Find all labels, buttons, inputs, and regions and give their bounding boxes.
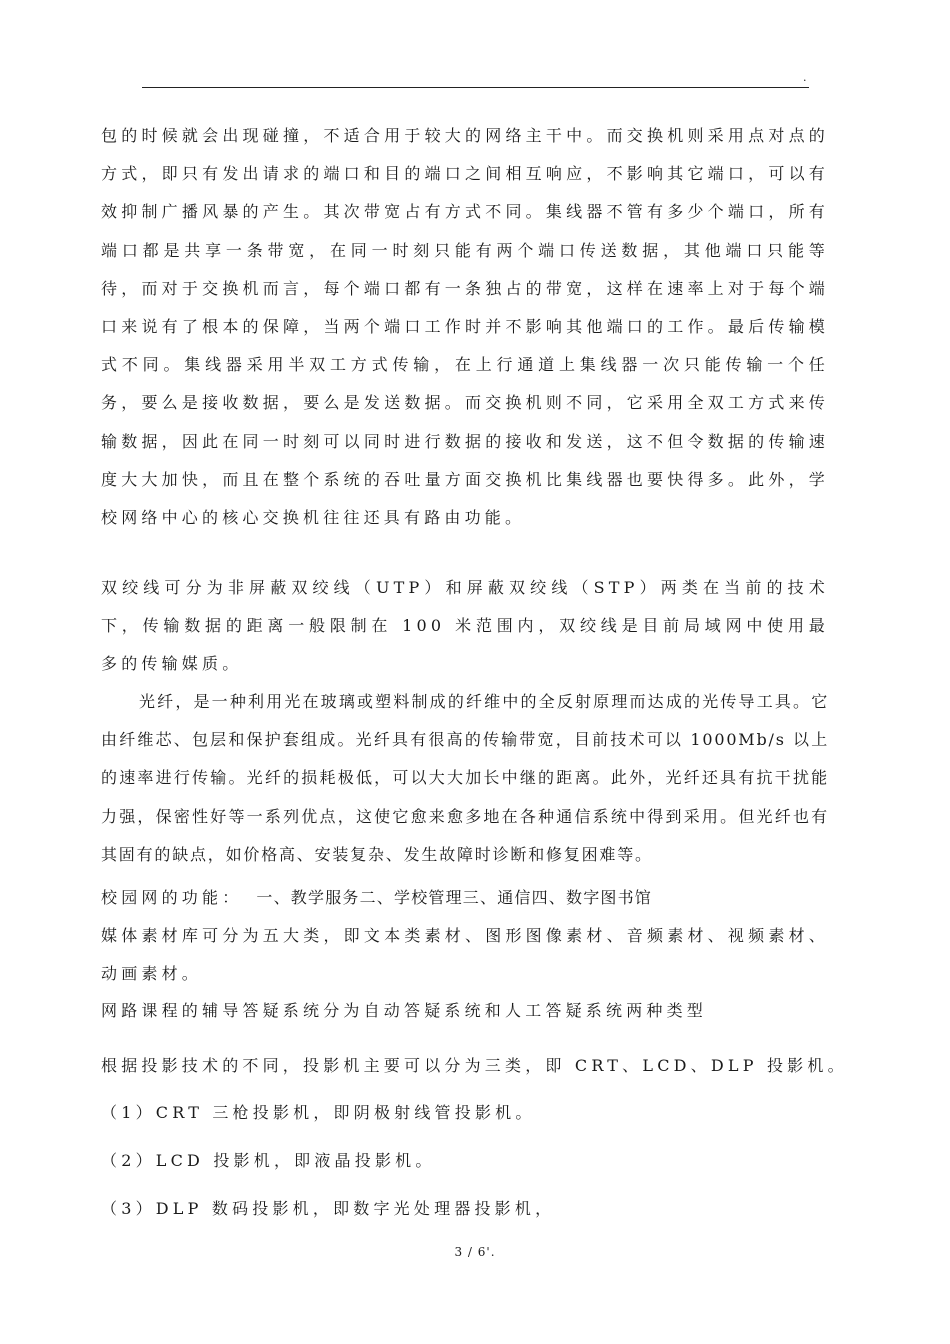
paragraph-hub-vs-switch: 包的时候就会出现碰撞，不适合用于较大的网络主干中。而交换机则采用点对点的方式，即只有发出请求的端口和目的端口之间相互响应，不影响其它端口，可以有效抑制广播风暴的产生。其次带宽占有方式不同。集线器不管有多少个端口，所有端口都是共享一条带宽，在同一时刻只能有两个端口传送数据，其他端口只能等待，而对于交换机而言，每个端口都有一条独占的带宽，这样在速率上对于每个端口来说有了根本的保障，当两个端口工作时并不影响其他端口的工作。最后传输模式不同。集线器采用半双工方式传输，在上行通道上集线器一次只能传输一个任务，要么是接收数据，要么是发送数据。而交换机则不同，它采用全双工方式来传输数据，因此在同一时刻可以同时进行数据的接收和发送，这不但令数据的传输速度大大加快，而且在整个系统的吞吐量方面交换机比集线器也要快得多。此外，学校网络中心的核心交换机往往还具有路由功能。: [101, 126, 829, 528]
tutoring-system-line: 网路课程的辅导答疑系统分为自动答疑系统和人工答疑系统两种类型: [101, 1001, 708, 1020]
campus-functions-label: 校园网的功能：: [101, 888, 243, 907]
projector-intro-line: 根据投影技术的不同，投影机主要可以分为三类，即 CRT、LCD、DLP 投影机。: [101, 1056, 848, 1075]
header-rule: [142, 87, 809, 88]
header-marker: .: [803, 71, 807, 84]
projector-type-item: （2）LCD 投影机，即液晶投影机。: [101, 1151, 436, 1170]
projector-type-item: （1）CRT 三枪投影机，即阴极射线管投影机。: [101, 1103, 536, 1122]
paragraph-media-library: 媒体素材库可分为五大类，即文本类素材、图形图像素材、音频素材、视频素材、动画素材。: [101, 926, 829, 984]
paragraph-twisted-pair: 双绞线可分为非屏蔽双绞线（UTP）和屏蔽双绞线（STP）两类在当前的技术下，传输数据的距离一般限制在 100 米范围内，双绞线是目前局域网中使用最多的传输媒质。: [101, 578, 829, 674]
campus-functions-line: [101, 879, 841, 917]
page-number: 3 / 6'.: [454, 1245, 496, 1259]
projector-type-item: （3）DLP 数码投影机，即数字光处理器投影机，: [101, 1199, 556, 1218]
paragraph-fiber: 光纤，是一种利用光在玻璃或塑料制成的纤维中的全反射原理而达成的光传导工具。它由纤维芯、包层和保护套组成。光纤具有很高的传输带宽，目前技术可以 1000Mb/s 以上的速率进行传输。光纤的损耗极低，可以大大加长中继的距离。此外，光纤还具有抗干扰能力强，保密性好等一系列优点，这使它愈来愈多地在各种通信系统中得到采用。但光纤也有其固有的缺点，如价格高、安装复杂、发生故障时诊断和修复困难等。: [101, 692, 829, 864]
campus-functions-items: 一、教学服务二、学校管理三、通信四、数字图书馆: [256, 888, 653, 907]
